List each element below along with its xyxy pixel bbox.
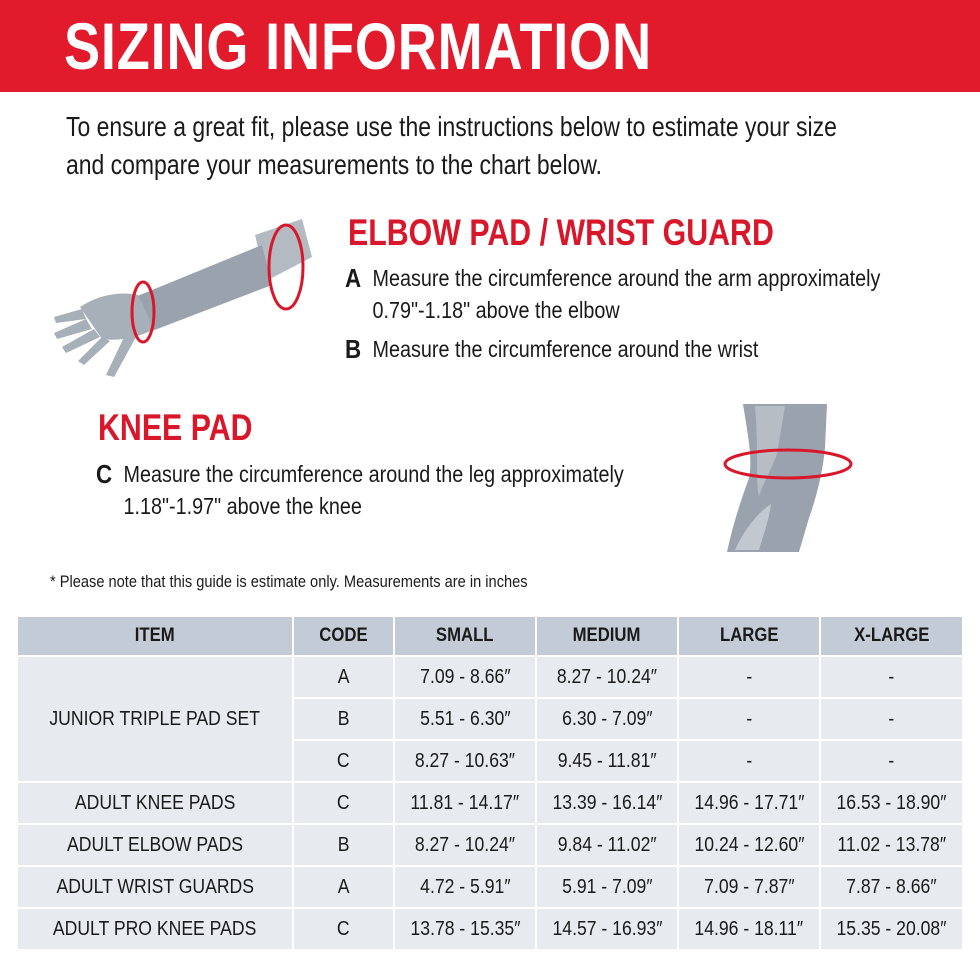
table-row (17, 908, 963, 950)
code-cell: B (293, 824, 394, 866)
intro-line-1: To ensure a great fit, please use the instructions below to estimate your size (66, 111, 837, 142)
item-cell: JUNIOR TRIPLE PAD SET (17, 656, 293, 782)
knee-pad-title: KNEE PAD (98, 407, 253, 448)
size-cell: - (820, 656, 963, 698)
step-b (345, 333, 758, 366)
header-banner (0, 0, 980, 92)
column-header-medium: MEDIUM (536, 616, 678, 656)
size-cell: 15.35 - 20.08″ (820, 908, 963, 950)
step-a (345, 262, 880, 326)
size-cell: 16.53 - 18.90″ (820, 782, 963, 824)
size-cell: 10.24 - 12.60″ (678, 824, 820, 866)
size-cell: 6.30 - 7.09″ (536, 698, 678, 740)
step-letter: C (96, 459, 113, 489)
page-title: SIZING INFORMATION (64, 9, 652, 83)
column-header-code: CODE (293, 616, 394, 656)
size-cell: - (678, 740, 820, 782)
size-cell: 13.39 - 16.14″ (536, 782, 678, 824)
column-header-small: SMALL (394, 616, 536, 656)
step-text: Measure the circumference around the arm approximately (372, 265, 881, 291)
size-cell: 9.84 - 11.02″ (536, 824, 678, 866)
column-header-item: ITEM (17, 616, 293, 656)
code-cell: A (293, 866, 394, 908)
intro-text (66, 108, 927, 184)
table-row (17, 782, 963, 824)
size-cell: 8.27 - 10.24″ (536, 656, 678, 698)
code-cell: B (293, 698, 394, 740)
size-cell: - (820, 698, 963, 740)
size-cell: 11.02 - 13.78″ (820, 824, 963, 866)
step-c (96, 458, 624, 522)
table-row (17, 824, 963, 866)
table-row (17, 866, 963, 908)
code-cell: C (293, 782, 394, 824)
column-header-large: LARGE (678, 616, 820, 656)
size-cell: 9.45 - 11.81″ (536, 740, 678, 782)
code-cell: C (293, 908, 394, 950)
item-cell: ADULT ELBOW PADS (17, 824, 293, 866)
size-cell: 8.27 - 10.24″ (394, 824, 536, 866)
size-cell: 14.96 - 18.11″ (678, 908, 820, 950)
size-cell: 5.91 - 7.09″ (536, 866, 678, 908)
size-cell: - (820, 740, 963, 782)
item-cell: ADULT PRO KNEE PADS (17, 908, 293, 950)
size-cell: 14.96 - 17.71″ (678, 782, 820, 824)
size-cell: 8.27 - 10.63″ (394, 740, 536, 782)
size-cell: 7.09 - 7.87″ (678, 866, 820, 908)
step-letter: B (345, 334, 362, 364)
disclaimer-note: * Please note that this guide is estimate only. Measurements are in inches (50, 572, 528, 591)
size-cell: 5.51 - 6.30″ (394, 698, 536, 740)
size-cell: 7.87 - 8.66″ (820, 866, 963, 908)
size-cell: - (678, 698, 820, 740)
size-cell: 14.57 - 16.93″ (536, 908, 678, 950)
intro-line-2: and compare your measurements to the chart below. (66, 149, 603, 180)
leg-illustration (715, 400, 865, 555)
item-cell: ADULT KNEE PADS (17, 782, 293, 824)
size-cell: 4.72 - 5.91″ (394, 866, 536, 908)
size-cell: 13.78 - 15.35″ (394, 908, 536, 950)
elbow-wrist-title: ELBOW PAD / WRIST GUARD (348, 212, 774, 253)
size-cell: - (678, 656, 820, 698)
step-text: Measure the circumference around the leg approximately (123, 461, 624, 487)
item-cell: ADULT WRIST GUARDS (17, 866, 293, 908)
column-header-xlarge: X-LARGE (820, 616, 963, 656)
size-cell: 7.09 - 8.66″ (394, 656, 536, 698)
table-header-row (17, 616, 963, 656)
step-text: 0.79"-1.18" above the elbow (372, 297, 620, 323)
arm-illustration (40, 205, 340, 385)
step-text: 1.18"-1.97" above the knee (123, 493, 362, 519)
step-letter: A (345, 263, 362, 293)
step-text: Measure the circumference around the wrist (372, 336, 759, 362)
table-row (17, 656, 963, 698)
size-chart-table (16, 615, 964, 951)
code-cell: A (293, 656, 394, 698)
size-cell: 11.81 - 14.17″ (394, 782, 536, 824)
code-cell: C (293, 740, 394, 782)
